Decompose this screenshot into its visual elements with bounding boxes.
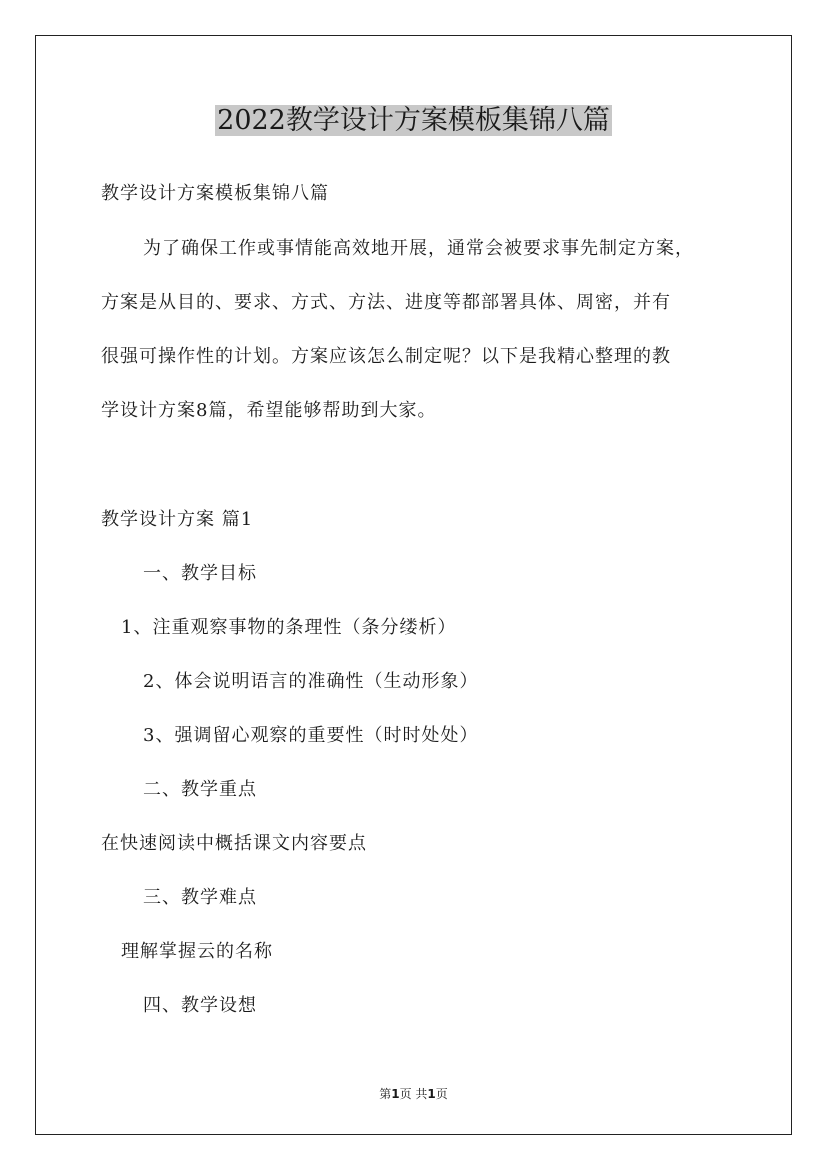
- intro-line-2: 方案是从目的、要求、方式、方法、进度等都部署具体、周密，并有: [101, 292, 671, 313]
- intro-line-3: 很强可操作性的计划。方案应该怎么制定呢？以下是我精心整理的教: [101, 346, 671, 367]
- footer-page-number: 1: [391, 1087, 400, 1101]
- footer-page-total: 1: [427, 1087, 436, 1101]
- intro-line-4: 学设计方案8篇，希望能够帮助到大家。: [101, 400, 437, 421]
- idea-heading: 四、教学设想: [143, 995, 257, 1016]
- difficulty-text: 理解掌握云的名称: [121, 941, 273, 962]
- document-title: [0, 103, 827, 139]
- goal-heading: 一、教学目标: [143, 563, 257, 584]
- intro-line-1: 为了确保工作或事情能高效地开展，通常会被要求事先制定方案，: [143, 238, 694, 259]
- goal-item-1: 1、注重观察事物的条理性（条分缕析）: [121, 617, 457, 638]
- footer-page-prefix: 第: [379, 1087, 392, 1101]
- difficulty-heading: 三、教学难点: [143, 887, 257, 908]
- key-point-text: 在快速阅读中概括课文内容要点: [101, 833, 367, 854]
- document-subtitle: 教学设计方案模板集锦八篇: [101, 183, 329, 204]
- document-title-text: 2022教学设计方案模板集锦八篇: [217, 105, 610, 136]
- section-heading: 教学设计方案 篇1: [101, 509, 254, 530]
- page-footer: [0, 1085, 827, 1102]
- footer-page-suffix: 页: [435, 1087, 448, 1101]
- key-point-heading: 二、教学重点: [143, 779, 257, 800]
- goal-item-3: 3、强调留心观察的重要性（时时处处）: [143, 725, 479, 746]
- goal-item-2: 2、体会说明语言的准确性（生动形象）: [143, 671, 479, 692]
- footer-page-mid: 页 共: [399, 1087, 428, 1101]
